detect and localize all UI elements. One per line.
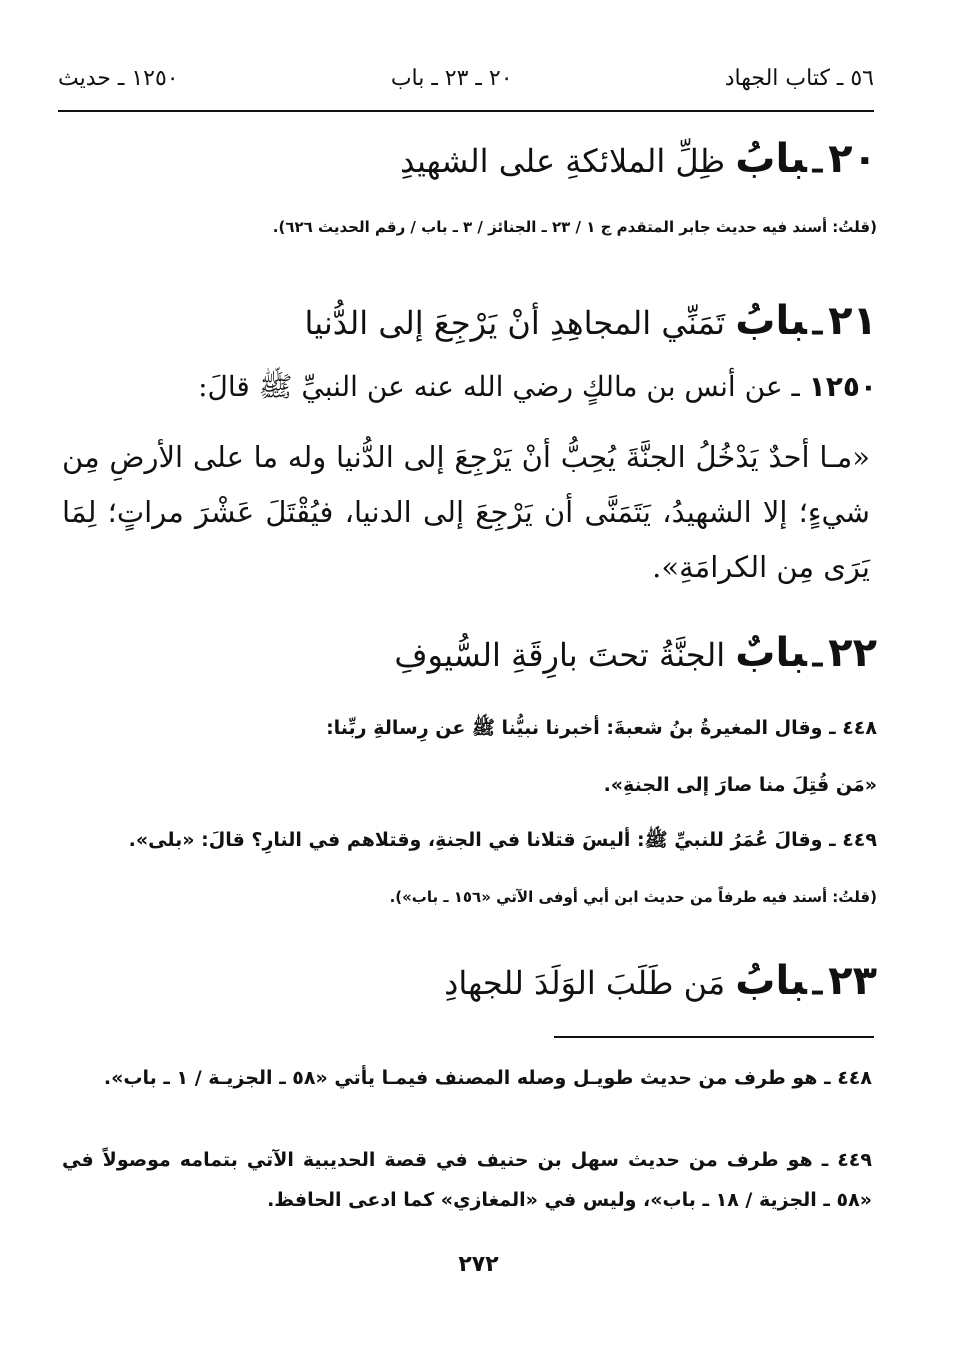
hadith-number: ١٢٥٠ bbox=[808, 370, 877, 403]
page-header bbox=[58, 58, 874, 98]
mualaq-448-quote: «مَن قُتِلَ منا صارَ إلى الجنةِ». bbox=[603, 774, 877, 796]
chapter-number: ٢٠ bbox=[828, 136, 877, 182]
chapter-keyword: بابُ bbox=[735, 958, 807, 1004]
chapter-title: الجنَّةُ تحتَ بارِقَةِ السُّيوفِ bbox=[394, 636, 726, 674]
chapter-keyword: بابُ bbox=[735, 298, 807, 344]
footnote-448: ٤٤٨ ـ هو طرف من حديث طويـل وصله المصنف فيمـا يأتي «٥٨ ـ الجزيـة / ١ ـ باب». bbox=[103, 1067, 872, 1089]
chapter-22-note: (قلتُ: أسند فيه طرفاً من حديث ابن أبي أوفى الآتي «١٥٦ ـ باب»). bbox=[389, 888, 877, 906]
page-number: ٢٧٢ bbox=[458, 1252, 499, 1277]
header-rule bbox=[58, 110, 874, 112]
header-hadith-number: ١٢٥٠ ـ حديث bbox=[58, 65, 179, 91]
chapter-23-heading: ٢٣ـبابُ مَن طَلَبَ الوَلَدَ للجهادِ bbox=[444, 958, 877, 1004]
chapter-number: ٢٣ bbox=[828, 958, 877, 1004]
hadith-1250-intro bbox=[198, 370, 877, 410]
chapter-21-heading: ٢١ـبابُ تَمَنِّي المجاهِدِ أنْ يَرْجِعَ إلى الدُّنيا bbox=[304, 298, 877, 344]
chapter-title: ظِلِّ الملائكةِ على الشهيدِ bbox=[400, 142, 726, 180]
chapter-keyword: بابٌ bbox=[735, 630, 807, 676]
chapter-keyword: بابُ bbox=[735, 136, 807, 182]
mualaq-448: ٤٤٨ ـ وقال المغيرةُ بنُ شعبةَ: أخبرنا نبيُّنا ﷺ عن رِسالةِ ربِّنا: bbox=[326, 717, 877, 739]
hadith-chain: ـ عن أنس بن مالكٍ رضي الله عنه عن النبيِّ ﷺ قالَ: bbox=[198, 370, 800, 403]
chapter-20-note: (قلتُ: أسند فيه حديث جابر المتقدم ج ١ / ٢٣ ـ الجنائز / ٣ ـ باب / رقم الحديث ٦٢٦). bbox=[272, 218, 877, 236]
chapter-22-heading: ٢٢ـبابٌ الجنَّةُ تحتَ بارِقَةِ السُّيوفِ bbox=[394, 630, 877, 676]
footnote-449: ٤٤٩ ـ هو طرف من حديث سهل بن حنيف في قصة الحديبية الآتي بتمامه موصولاً في «٥٨ ـ الجزية / ١٨ ـ باب»، وليس في «المغازي» كما ادعى الحافظ. bbox=[62, 1149, 872, 1211]
footnote-rule bbox=[554, 1036, 874, 1038]
chapter-title: تَمَنِّي المجاهِدِ أنْ يَرْجِعَ إلى الدُّنيا bbox=[304, 304, 726, 342]
mualaq-449: ٤٤٩ ـ وقالَ عُمَرُ للنبيِّ ﷺ: أليسَ قتلانا في الجنةِ، وقتلاهم في النارِ؟ قالَ: «بلى». bbox=[128, 829, 877, 851]
chapter-title: مَن طَلَبَ الوَلَدَ للجهادِ bbox=[444, 964, 726, 1002]
header-book-title: ٥٦ ـ كتاب الجهاد bbox=[724, 65, 874, 91]
chapter-20-heading: ٢٠ـبابُ ظِلِّ الملائكةِ على الشهيدِ bbox=[400, 136, 877, 182]
chapter-number: ٢١ bbox=[828, 298, 877, 344]
header-chapter-range: ٢٠ ـ ٢٣ ـ باب bbox=[390, 65, 513, 91]
hadith-1250-text: «مـا أحدٌ يَدْخُلُ الجنَّةَ يُحِبُّ أنْ يَرْجِعَ إلى الدُّنيا وله ما على الأرضِ مِن شيءٍ؛ إلا الشهيدُ، يَتَمَنَّى أن يَرْجِعَ إلى الدنيا، فيُقْتَلَ عَشْرَ مراتٍ؛ لِمَا يَرَى مِن الكرامَةِ». bbox=[62, 440, 870, 584]
chapter-number: ٢٢ bbox=[828, 630, 877, 676]
